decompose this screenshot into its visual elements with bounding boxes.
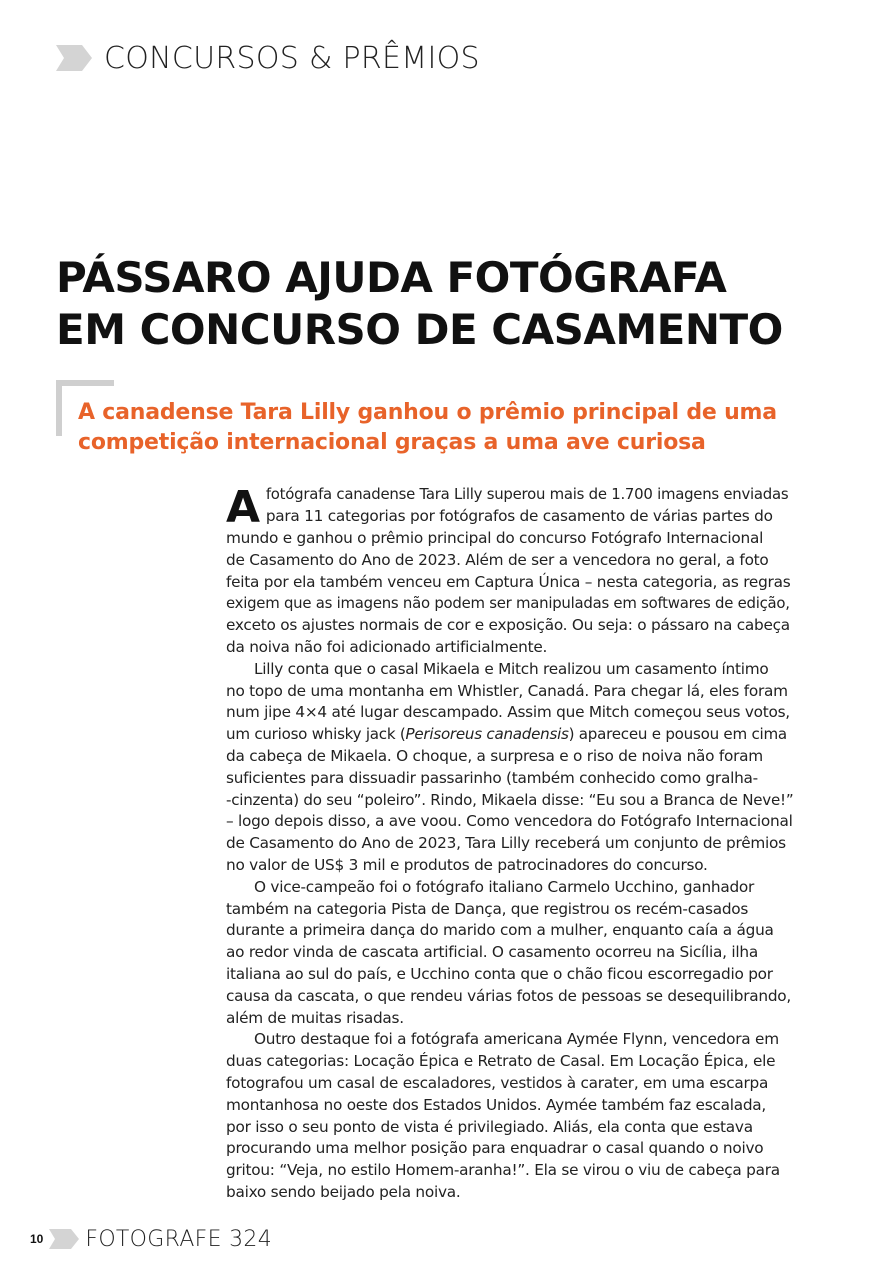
text-line: no topo de uma montanha em Whistler, Canadá. Para chegar lá, eles foram <box>226 681 788 700</box>
text-line: Lilly conta que o casal Mikaela e Mitch realizou um casamento íntimo <box>254 659 769 678</box>
subtitle-line-1: A canadense Tara Lilly ganhou o prêmio principal de uma <box>78 400 777 425</box>
text-line: num jipe 4×4 até lugar descampado. Assim que Mitch começou seus votos, <box>226 703 790 722</box>
text-line: fotógrafa canadense Tara Lilly superou mais de 1.700 imagens enviadas <box>265 485 789 503</box>
article-subtitle <box>78 398 838 458</box>
text-line: durante a primeira dança do marido com a mulher, enquanto caía a água <box>226 921 774 940</box>
drop-cap: A <box>226 482 260 533</box>
magazine-issue: FOTOGRAFE 324 <box>85 1226 273 1252</box>
text-line: fotografou um casal de escaladores, vestidos à carater, em uma escarpa <box>226 1073 769 1092</box>
text-line: além de muitas risadas. <box>226 1008 404 1027</box>
text-line: também na categoria Pista de Dança, que registrou os recém-casados <box>226 899 749 918</box>
text-line: Outro destaque foi a fotógrafa americana Aymée Flynn, vencedora em <box>254 1030 779 1049</box>
section-title: CONCURSOS & PRÊMIOS <box>104 40 480 76</box>
text-line: no valor de US$ 3 mil e produtos de patrocinadores do concurso. <box>226 855 708 874</box>
text-line: da noiva não foi adicionado artificialmente. <box>226 637 548 656</box>
text-line: de Casamento do Ano de 2023, Tara Lilly receberá um conjunto de prêmios <box>226 834 786 853</box>
text-segment: um curioso whisky jack ( <box>226 725 406 744</box>
text-line: duas categorias: Locação Épica e Retrato de Casal. Em Locação Épica, ele <box>226 1052 776 1071</box>
text-line: de Casamento do Ano de 2023. Além de ser a vencedora no geral, a foto <box>226 550 769 569</box>
page-number: 10 <box>30 1232 44 1246</box>
paragraph-3 <box>226 877 792 1030</box>
species-name: Perisoreus canadensis <box>405 725 569 744</box>
text-line: ao redor vinda de cascata artificial. O casamento ocorreu na Sicília, ilha <box>226 943 758 962</box>
text-line: por isso o seu ponto de vista é privilegiado. Aliás, ela conta que estava <box>226 1117 753 1136</box>
article-headline <box>56 252 836 356</box>
headline-line-2: EM CONCURSO DE CASAMENTO <box>56 305 783 354</box>
text-line: exigem que as imagens não podem ser manipuladas em softwares de edição, <box>226 594 790 613</box>
section-header <box>56 38 480 78</box>
text-line: -cinzenta) do seu “poleiro”. Rindo, Mikaela disse: “Eu sou a Branca de Neve!” <box>226 790 794 809</box>
text-line: procurando uma melhor posição para enquadrar o casal quando o noivo <box>226 1139 764 1158</box>
article-body <box>226 484 792 1204</box>
text-line: O vice-campeão foi o fotógrafo italiano Carmelo Ucchino, ganhador <box>254 877 755 896</box>
text-line: feita por ela também venceu em Captura Única – nesta categoria, as regras <box>226 572 791 591</box>
text-line: mundo e ganhou o prêmio principal do concurso Fotógrafo Internacional <box>226 529 764 547</box>
chevron-right-icon <box>49 1229 79 1249</box>
paragraph-1 <box>226 484 792 659</box>
text-segment: ) apareceu e pousou em cima <box>568 725 787 744</box>
text-line: da cabeça de Mikaela. O choque, a surpresa e o riso de noiva não foram <box>226 746 763 765</box>
text-line: baixo sendo beijado pela noiva. <box>226 1182 461 1201</box>
text-line: suficientes para dissuadir passarinho (também conhecido como gralha- <box>226 768 758 787</box>
text-line: montanhosa no oeste dos Estados Unidos. Aymée também faz escalada, <box>226 1095 767 1114</box>
subtitle-line-2: competição internacional graças a uma ave curiosa <box>78 430 706 455</box>
paragraph-4 <box>226 1029 792 1203</box>
page-footer <box>30 1224 272 1254</box>
text-line: – logo depois disso, a ave voou. Como vencedora do Fotógrafo Internacional <box>226 812 793 831</box>
text-line: causa da cascata, o que rendeu várias fotos de pessoas se desequilibrando, <box>226 986 792 1005</box>
chevron-right-icon <box>56 45 92 71</box>
headline-line-1: PÁSSARO AJUDA FOTÓGRAFA <box>56 253 727 302</box>
text-line: para 11 categorias por fotógrafos de casamento de várias partes do <box>265 506 773 525</box>
text-line <box>226 724 792 746</box>
text-line: italiana ao sul do país, e Ucchino conta que o chão ficou escorregadio por <box>226 964 773 983</box>
text-line: gritou: “Veja, no estilo Homem-aranha!”. Ela se virou o viu de cabeça para <box>226 1161 780 1180</box>
text-line: exceto os ajustes normais de cor e exposição. Ou seja: o pássaro na cabeça <box>226 616 790 635</box>
paragraph-2 <box>226 659 792 877</box>
